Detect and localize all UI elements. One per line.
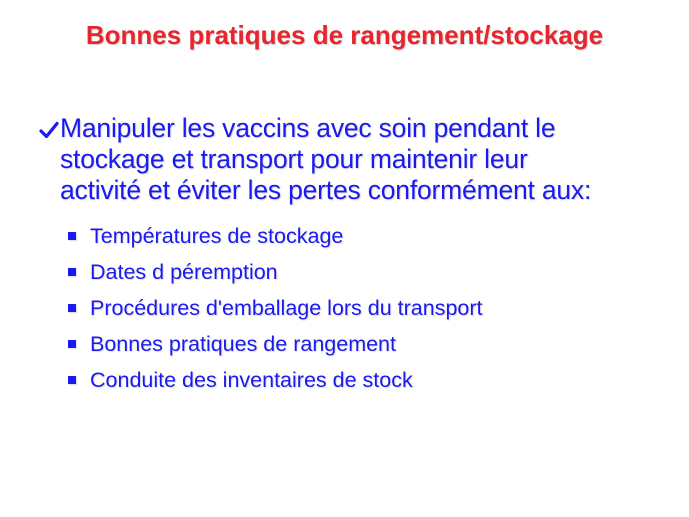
sub-bullet-item bbox=[68, 218, 668, 254]
sub-bullet-item bbox=[68, 326, 668, 362]
sub-bullet-text: Températures de stockage bbox=[90, 223, 344, 248]
square-bullet-icon bbox=[68, 304, 76, 312]
square-bullet-icon bbox=[68, 340, 76, 348]
slide-title: Bonnes pratiques de rangement/stockage bbox=[85, 20, 604, 50]
main-bullet bbox=[38, 113, 658, 206]
main-bullet-line: stockage et transport pour maintenir leur bbox=[60, 144, 528, 174]
main-bullet-line: activité et éviter les pertes conformément aux: bbox=[60, 175, 592, 205]
sub-bullet-item bbox=[68, 254, 668, 290]
square-bullet-icon bbox=[68, 232, 76, 240]
main-bullet-text bbox=[60, 113, 591, 206]
sub-bullet-text: Dates d péremption bbox=[90, 259, 278, 284]
sub-bullet-item bbox=[68, 362, 668, 398]
sub-bullet-item bbox=[68, 290, 668, 326]
sub-bullet-text: Bonnes pratiques de rangement bbox=[90, 331, 396, 356]
square-bullet-icon bbox=[68, 376, 76, 384]
main-bullet-line: Manipuler les vaccins avec soin pendant le bbox=[60, 113, 556, 143]
square-bullet-icon bbox=[68, 268, 76, 276]
sub-bullet-text: Conduite des inventaires de stock bbox=[90, 367, 413, 392]
sub-bullet-text: Procédures d'emballage lors du transport bbox=[90, 295, 483, 320]
checkmark-icon bbox=[38, 115, 60, 145]
sub-bullet-list bbox=[68, 218, 668, 398]
